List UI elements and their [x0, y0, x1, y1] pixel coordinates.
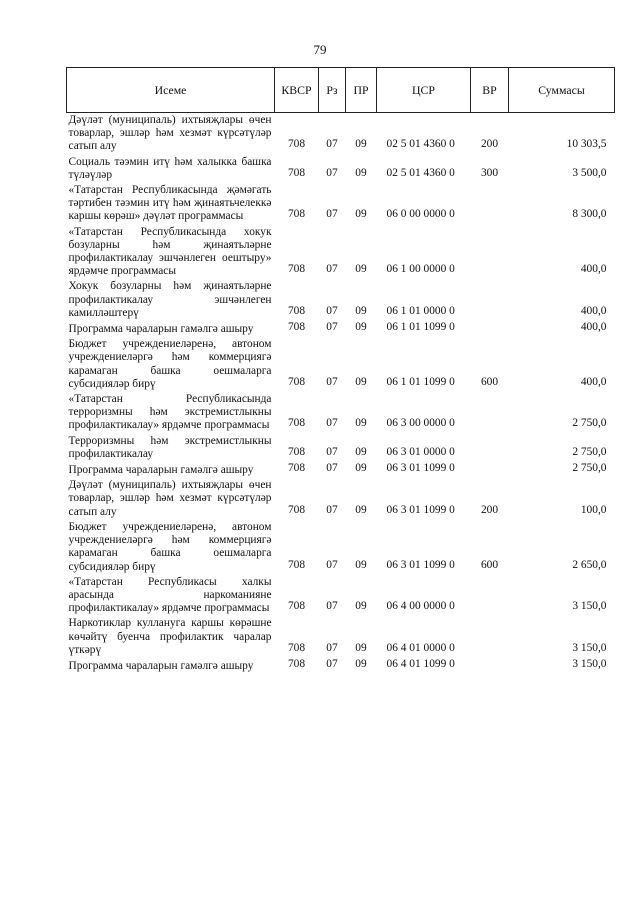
cell-pr: 09	[355, 208, 367, 221]
cell-sum: 400,0	[580, 375, 607, 388]
cell-rz: 07	[326, 263, 338, 276]
cell-vr	[471, 279, 509, 321]
cell-pr: 09	[355, 657, 367, 670]
cell-rz: 07	[326, 462, 338, 475]
cell-kvsr: 708	[287, 445, 306, 458]
cell-sum: 2 750,0	[572, 445, 607, 458]
budget-table	[66, 67, 615, 674]
cell-vr: 600	[480, 558, 499, 571]
cell-csr: 06 3 01 0000 0	[386, 445, 455, 458]
cell-csr: 06 1 01 1099 0	[386, 321, 455, 334]
cell-pr: 09	[355, 462, 367, 475]
cell-pr: 09	[355, 558, 367, 571]
table-header	[67, 68, 615, 113]
table-row	[67, 616, 615, 658]
cell-vr	[471, 225, 509, 280]
cell-sum: 2 750,0	[572, 417, 607, 430]
cell-rz: 07	[326, 600, 338, 613]
cell-sum: 400,0	[580, 321, 607, 334]
cell-csr: 06 3 01 1099 0	[386, 503, 455, 516]
cell-pr: 09	[355, 417, 367, 430]
cell-vr	[471, 183, 509, 225]
table-row	[67, 337, 615, 392]
cell-kvsr: 708	[287, 641, 306, 654]
cell-kvsr: 708	[287, 304, 306, 317]
cell-sum: 400,0	[580, 304, 607, 317]
table-row	[67, 392, 615, 434]
cell-sum: 2 750,0	[572, 462, 607, 475]
cell-csr: 02 5 01 4360 0	[386, 138, 455, 151]
column-header-kvsr: КВСР	[275, 68, 319, 113]
cell-name: «Татарстан Республикасында терроризмны һәм экстремистлыкны профилактикалау» ярдәмче программасы	[68, 393, 272, 432]
cell-pr: 09	[355, 600, 367, 613]
cell-csr: 06 4 01 1099 0	[386, 657, 455, 670]
cell-vr	[471, 658, 509, 674]
cell-kvsr: 708	[287, 558, 306, 571]
cell-kvsr: 708	[287, 462, 306, 475]
cell-csr: 06 3 00 0000 0	[386, 417, 455, 430]
cell-name: Дәүләт (муниципаль) ихтыяҗлары өчен товарлар, эшләр һәм хезмәт күрсәтүләр сатып алу	[68, 114, 272, 153]
cell-csr: 06 3 01 1099 0	[386, 462, 455, 475]
cell-kvsr: 708	[287, 166, 306, 179]
cell-sum: 8 300,0	[572, 208, 607, 221]
table-row	[67, 225, 615, 280]
cell-rz: 07	[326, 321, 338, 334]
cell-rz: 07	[326, 657, 338, 670]
table-row	[67, 478, 615, 520]
cell-name: Программа чараларын гамәлгә ашыру	[68, 464, 254, 477]
cell-sum: 100,0	[580, 503, 607, 516]
cell-vr	[471, 462, 509, 478]
table-row	[67, 658, 615, 674]
cell-name: Дәүләт (муниципаль) ихтыяҗлары өчен товарлар, эшләр һәм хезмәт күрсәтүләр сатып алу	[68, 479, 272, 518]
cell-name: Хокук бозуларны һәм җинаятьләрне профилактикалау эшчәнлеген камилләштерү	[68, 280, 272, 319]
cell-name: Наркотиклар куллануга каршы көрәшне көчәйтү буенча профилактик чаралар үткәрү	[68, 617, 272, 656]
cell-rz: 07	[326, 138, 338, 151]
cell-sum: 3 150,0	[572, 657, 607, 670]
table-row	[67, 575, 615, 617]
table-row	[67, 520, 615, 575]
table-row	[67, 434, 615, 462]
column-header-pr: ПР	[346, 68, 377, 113]
cell-pr: 09	[355, 166, 367, 179]
cell-pr: 09	[355, 138, 367, 151]
cell-rz: 07	[326, 641, 338, 654]
cell-name: «Татарстан Республикасында хокук бозуларны һәм җинаятьләрне профилактикалау эшчәнлеген оештыру» ярдәмче программасы	[68, 225, 272, 278]
cell-kvsr: 708	[287, 208, 306, 221]
cell-vr: 300	[480, 166, 499, 179]
cell-vr: 200	[480, 503, 499, 516]
cell-csr: 06 4 00 0000 0	[386, 600, 455, 613]
cell-vr	[471, 392, 509, 434]
cell-vr	[471, 575, 509, 617]
cell-kvsr: 708	[287, 503, 306, 516]
table-row	[67, 183, 615, 225]
cell-name: Программа чараларын гамәлгә ашыру	[68, 323, 254, 336]
cell-vr: 200	[480, 138, 499, 151]
cell-vr	[471, 434, 509, 462]
cell-csr: 06 4 01 0000 0	[386, 641, 455, 654]
cell-name: Бюджет учреждениеләренә, автоном учреждениеләргә һәм коммерциягә карамаган башка оешмаларга субсидияләр бирү	[68, 338, 272, 390]
cell-csr: 06 0 00 0000 0	[386, 208, 455, 221]
cell-sum: 3 150,0	[572, 641, 607, 654]
cell-csr: 06 1 01 0000 0	[386, 304, 455, 317]
cell-sum: 10 303,5	[566, 138, 607, 151]
cell-vr	[471, 616, 509, 658]
cell-rz: 07	[326, 375, 338, 388]
cell-name: Терроризмны һәм экстремистлыкны профилактикалау	[68, 434, 272, 460]
cell-rz: 07	[326, 208, 338, 221]
table-row	[67, 113, 615, 155]
cell-kvsr: 708	[287, 657, 306, 670]
cell-pr: 09	[355, 304, 367, 317]
cell-kvsr: 708	[287, 321, 306, 334]
cell-csr: 06 1 01 1099 0	[386, 375, 455, 388]
cell-rz: 07	[326, 304, 338, 317]
table-row	[67, 155, 615, 183]
cell-name: Социаль тәэмин итү һәм халыкка башка түләүләр	[68, 155, 272, 181]
cell-kvsr: 708	[287, 600, 306, 613]
page-number: 79	[313, 42, 327, 57]
cell-pr: 09	[355, 641, 367, 654]
cell-vr	[471, 321, 509, 337]
column-header-sum: Суммасы	[509, 68, 615, 113]
table-body	[67, 113, 615, 675]
table-row	[67, 462, 615, 478]
column-header-vr: ВР	[471, 68, 509, 113]
cell-rz: 07	[326, 417, 338, 430]
cell-pr: 09	[355, 375, 367, 388]
cell-sum: 2 650,0	[572, 558, 607, 571]
column-header-rz: Рз	[319, 68, 346, 113]
cell-pr: 09	[355, 321, 367, 334]
cell-pr: 09	[355, 263, 367, 276]
cell-pr: 09	[355, 445, 367, 458]
cell-name: «Татарстан Республикасында җәмәгать тәртибен тәэмин итү һәм җинаятьчелеккә каршы көрәш» дәүләт программасы	[68, 184, 272, 223]
cell-sum: 3 150,0	[572, 600, 607, 613]
cell-csr: 06 3 01 1099 0	[386, 558, 455, 571]
cell-csr: 06 1 00 0000 0	[386, 263, 455, 276]
cell-pr: 09	[355, 503, 367, 516]
cell-kvsr: 708	[287, 417, 306, 430]
cell-kvsr: 708	[287, 263, 306, 276]
cell-rz: 07	[326, 166, 338, 179]
cell-name: «Татарстан Республикасы халкы арасында наркоманияне профилактикалау» ярдәмче программасы	[68, 575, 272, 615]
cell-sum: 3 500,0	[572, 166, 607, 179]
column-header-name: Исеме	[67, 68, 275, 113]
cell-sum: 400,0	[580, 263, 607, 276]
cell-rz: 07	[326, 445, 338, 458]
cell-name: Программа чараларын гамәлгә ашыру	[68, 659, 254, 672]
cell-csr: 02 5 01 4360 0	[386, 166, 455, 179]
cell-rz: 07	[326, 503, 338, 516]
cell-kvsr: 708	[287, 375, 306, 388]
cell-kvsr: 708	[287, 138, 306, 151]
cell-rz: 07	[326, 558, 338, 571]
column-header-csr: ЦСР	[377, 68, 471, 113]
cell-name: Бюджет учреждениеләренә, автоном учреждениеләргә һәм коммерциягә карамаган башка оешмаларга субсидияләр бирү	[68, 520, 272, 573]
table-row	[67, 321, 615, 337]
table-row	[67, 279, 615, 321]
cell-vr: 600	[480, 375, 499, 388]
